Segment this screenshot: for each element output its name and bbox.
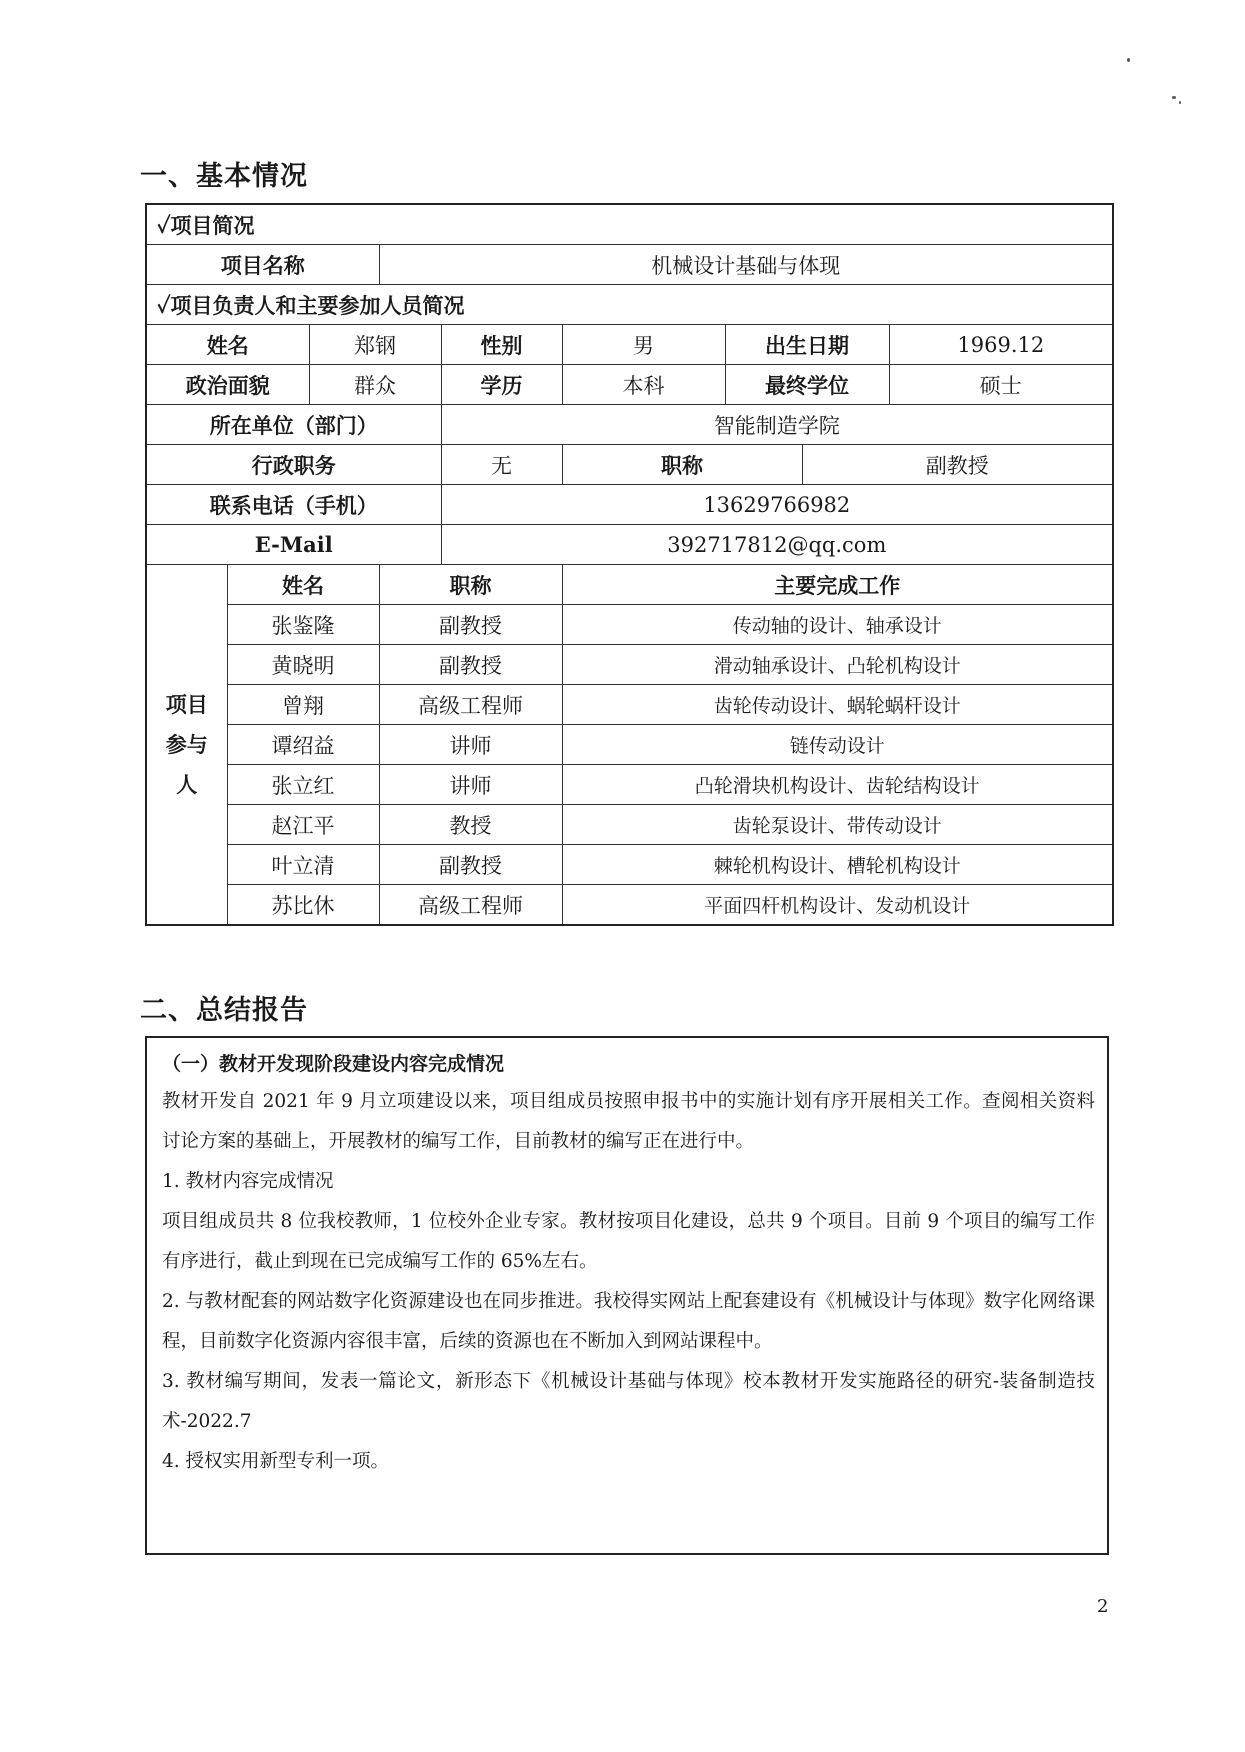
report-paragraph: 2. 与教材配套的网站数字化资源建设也在同步推进。我校得实网站上配套建设有《机械设计与体现》数字化网络课程，目前数字化资源内容很丰富，后续的资源也在不断加入到网站课程中。 xyxy=(162,1291,1095,1352)
project-overview-label: ✓项目简况 xyxy=(146,204,1113,245)
participant-title: 高级工程师 xyxy=(379,885,562,926)
project-name-label: 项目名称 xyxy=(146,245,379,285)
leader-name-value: 郑钢 xyxy=(309,325,441,365)
leader-name-label: 姓名 xyxy=(146,325,309,365)
phone-label: 联系电话（手机） xyxy=(146,485,441,525)
report-paragraph: 1. 教材内容完成情况 xyxy=(162,1171,334,1192)
participant-name: 张立红 xyxy=(227,765,379,805)
table-row xyxy=(146,645,1113,685)
admin-position-value: 无 xyxy=(441,445,562,485)
political-value: 群众 xyxy=(309,365,441,405)
participant-title: 副教授 xyxy=(379,645,562,685)
participant-work: 棘轮机构设计、槽轮机构设计 xyxy=(562,845,1113,885)
participant-work: 齿轮传动设计、蜗轮蜗杆设计 xyxy=(562,685,1113,725)
table-row xyxy=(146,805,1113,845)
political-label: 政治面貌 xyxy=(146,365,309,405)
participant-work: 滑动轴承设计、凸轮机构设计 xyxy=(562,645,1113,685)
side-label-line: 项目 xyxy=(165,691,208,717)
basic-info-table xyxy=(145,203,1114,926)
participant-title-header: 职称 xyxy=(379,565,562,605)
admin-position-label: 行政职务 xyxy=(146,445,441,485)
participant-title: 副教授 xyxy=(379,605,562,645)
participant-work: 凸轮滑块机构设计、齿轮结构设计 xyxy=(562,765,1113,805)
participant-work: 齿轮泵设计、带传动设计 xyxy=(562,805,1113,845)
section-2-title: 二、总结报告 xyxy=(140,995,308,1026)
table-row xyxy=(146,605,1113,645)
title-label: 职称 xyxy=(562,445,802,485)
participant-name: 赵江平 xyxy=(227,805,379,845)
participant-work: 平面四杆机构设计、发动机设计 xyxy=(562,885,1113,926)
participant-title: 副教授 xyxy=(379,845,562,885)
summary-report-box xyxy=(145,1036,1109,1555)
unit-label: 所在单位（部门） xyxy=(146,405,441,445)
table-row xyxy=(146,765,1113,805)
gender-label: 性别 xyxy=(441,325,562,365)
participants-side-label xyxy=(146,565,227,926)
participant-title: 讲师 xyxy=(379,725,562,765)
table-row xyxy=(146,885,1113,926)
birth-label: 出生日期 xyxy=(725,325,889,365)
report-paragraph: 4. 授权实用新型专利一项。 xyxy=(162,1451,390,1472)
participant-work-header: 主要完成工作 xyxy=(562,565,1113,605)
participant-name: 张鉴隆 xyxy=(227,605,379,645)
scan-speck xyxy=(1127,58,1130,62)
report-paragraph: 教材开发自 2021 年 9 月立项建设以来，项目组成员按照申报书中的实施计划有序开展相关工作。查阅相关资料讨论方案的基础上，开展教材的编写工作，目前教材的编写正在进行中。 xyxy=(162,1091,1095,1152)
email-label: E-Mail xyxy=(146,525,441,565)
table-row xyxy=(146,725,1113,765)
participant-name: 苏比休 xyxy=(227,885,379,926)
table-row xyxy=(146,845,1113,885)
participant-title: 高级工程师 xyxy=(379,685,562,725)
phone-value: 13629766982 xyxy=(441,485,1113,525)
people-overview-label: ✓项目负责人和主要参加人员简况 xyxy=(146,285,1113,325)
participant-name: 谭绍益 xyxy=(227,725,379,765)
side-label-line: 参与 xyxy=(165,731,208,757)
education-label: 学历 xyxy=(441,365,562,405)
scan-speck xyxy=(1172,96,1176,99)
email-value: 392717812@qq.com xyxy=(441,525,1113,565)
participant-work: 链传动设计 xyxy=(562,725,1113,765)
birth-value: 1969.12 xyxy=(889,325,1113,365)
page-number: 2 xyxy=(1097,1596,1109,1617)
participant-name-header: 姓名 xyxy=(227,565,379,605)
report-paragraph: 项目组成员共 8 位我校教师，1 位校外企业专家。教材按项目化建设，总共 9 个项目。目前 9 个项目的编写工作有序进行，截止到现在已完成编写工作的 65%左右。 xyxy=(162,1211,1095,1272)
participant-name: 曾翔 xyxy=(227,685,379,725)
degree-value: 硕士 xyxy=(889,365,1113,405)
participant-work: 传动轴的设计、轴承设计 xyxy=(562,605,1113,645)
table-row xyxy=(146,685,1113,725)
education-value: 本科 xyxy=(562,365,725,405)
participant-name: 黄晓明 xyxy=(227,645,379,685)
gender-value: 男 xyxy=(562,325,725,365)
participant-title: 教授 xyxy=(379,805,562,845)
unit-value: 智能制造学院 xyxy=(441,405,1113,445)
project-name-value: 机械设计基础与体现 xyxy=(379,245,1113,285)
participant-title: 讲师 xyxy=(379,765,562,805)
title-value: 副教授 xyxy=(802,445,1113,485)
scan-speck xyxy=(1179,101,1181,104)
participant-name: 叶立清 xyxy=(227,845,379,885)
report-subtitle: （一）教材开发现阶段建设内容完成情况 xyxy=(162,1053,505,1075)
degree-label: 最终学位 xyxy=(725,365,889,405)
side-label-line: 人 xyxy=(176,771,198,797)
section-1-title: 一、基本情况 xyxy=(140,161,308,192)
report-paragraph: 3. 教材编写期间，发表一篇论文，新形态下《机械设计基础与体现》校本教材开发实施路径的研究-装备制造技术-2022.7 xyxy=(162,1371,1095,1432)
